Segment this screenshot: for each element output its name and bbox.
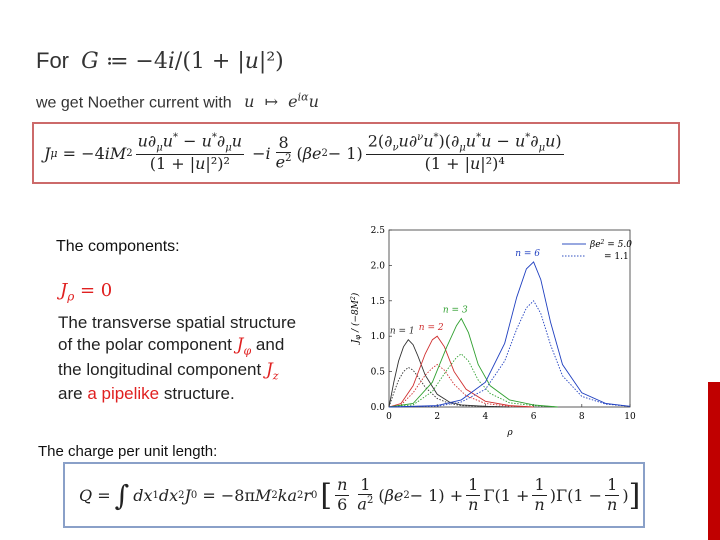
solid-curve-n6 bbox=[389, 262, 630, 407]
y-tick-label: 0.0 bbox=[370, 403, 385, 413]
text-line4a: are bbox=[58, 384, 83, 404]
legend bbox=[562, 239, 632, 262]
y-axis-label: $J_\varphi / (-8M^2)$ bbox=[350, 292, 362, 344]
title-prefix: For bbox=[36, 48, 69, 73]
solid-curve-n1 bbox=[389, 340, 510, 407]
accent-bar bbox=[708, 382, 720, 540]
noether-math: u ↦ $e^{i\alpha}u$ bbox=[244, 91, 319, 112]
x-axis-label: ρ bbox=[507, 428, 513, 438]
text-line2a: of the polar component bbox=[58, 335, 232, 355]
text-line3a: the longitudinal component bbox=[58, 359, 262, 379]
y-tick-label: 0.5 bbox=[370, 367, 385, 378]
text-line2c: and bbox=[255, 335, 285, 355]
y-tick-label: 1.5 bbox=[370, 296, 385, 307]
x-tick-label: 0 bbox=[386, 412, 392, 422]
curve-label: n = 3 bbox=[442, 305, 468, 316]
charge-label: The charge per unit length: bbox=[38, 443, 218, 460]
j-z: $J_z$ bbox=[265, 359, 279, 383]
structure-text bbox=[58, 312, 296, 406]
text-line4b: a pipelike bbox=[87, 384, 160, 404]
text-line1: The transverse spatial structure bbox=[58, 313, 297, 332]
x-tick-label: 8 bbox=[578, 412, 585, 422]
plot-frame bbox=[389, 230, 630, 407]
components-label: The components: bbox=[56, 238, 180, 255]
title-math: G ≔ −4i/(1 + |u|²) bbox=[81, 49, 284, 74]
legend-dotted: = 1.1 bbox=[604, 252, 629, 262]
x-tick-label: 10 bbox=[624, 412, 636, 422]
solid-curve-n2 bbox=[389, 336, 534, 407]
slide-title bbox=[36, 48, 284, 74]
x-tick-label: 4 bbox=[482, 412, 489, 422]
j-phi: $J_\varphi$ bbox=[236, 335, 252, 358]
curve-label: n = 1 bbox=[389, 326, 415, 337]
noether-text: we get Noether current with bbox=[36, 94, 232, 112]
x-tick-label: 2 bbox=[434, 412, 441, 422]
current-formula-box bbox=[32, 122, 680, 184]
charge-formula: Q = ∫ dx 1 dx 2 J 0 = −8π M 2 ka 2 r 0 [ $\frac{n}{6}$ $\frac{1}{a^2}$ ( βe 2 − 1) + $\frac{1}{n}$ Γ(1 + $\frac{1}{n}$ )Γ(1 − $\frac{1}{n}$ ) ] bbox=[79, 474, 641, 514]
legend-solid: $\beta e^2 = 5.0$ bbox=[590, 239, 632, 250]
j-rho-equation: $J_\rho = 0$ bbox=[60, 280, 113, 304]
current-profile-chart bbox=[340, 220, 640, 445]
y-tick-label: 2.5 bbox=[370, 226, 385, 236]
noether-line bbox=[36, 91, 319, 112]
curve-label: n = 2 bbox=[418, 323, 444, 334]
text-line4c: structure. bbox=[163, 384, 235, 404]
curve-label: n = 6 bbox=[515, 248, 540, 259]
y-tick-label: 2.0 bbox=[370, 261, 385, 272]
x-tick-label: 6 bbox=[530, 412, 537, 422]
charge-formula-box bbox=[63, 462, 645, 528]
current-formula: J μ = −4 iM 2 $\frac{u\partial_\mu u^* - u^*\partial_\mu u}{\text{(1 + |u|²)²}}$ − i $\frac{8}{e^2}$ ( βe 2 − 1) $\frac{2(\partial_\nu u\partial^\nu u^*)(\partial_\mu u^*u - u^*\partial_\mu u)}{\text{(1 + |u|²)⁴}}$ bbox=[44, 131, 562, 174]
y-tick-label: 1.0 bbox=[370, 332, 385, 343]
